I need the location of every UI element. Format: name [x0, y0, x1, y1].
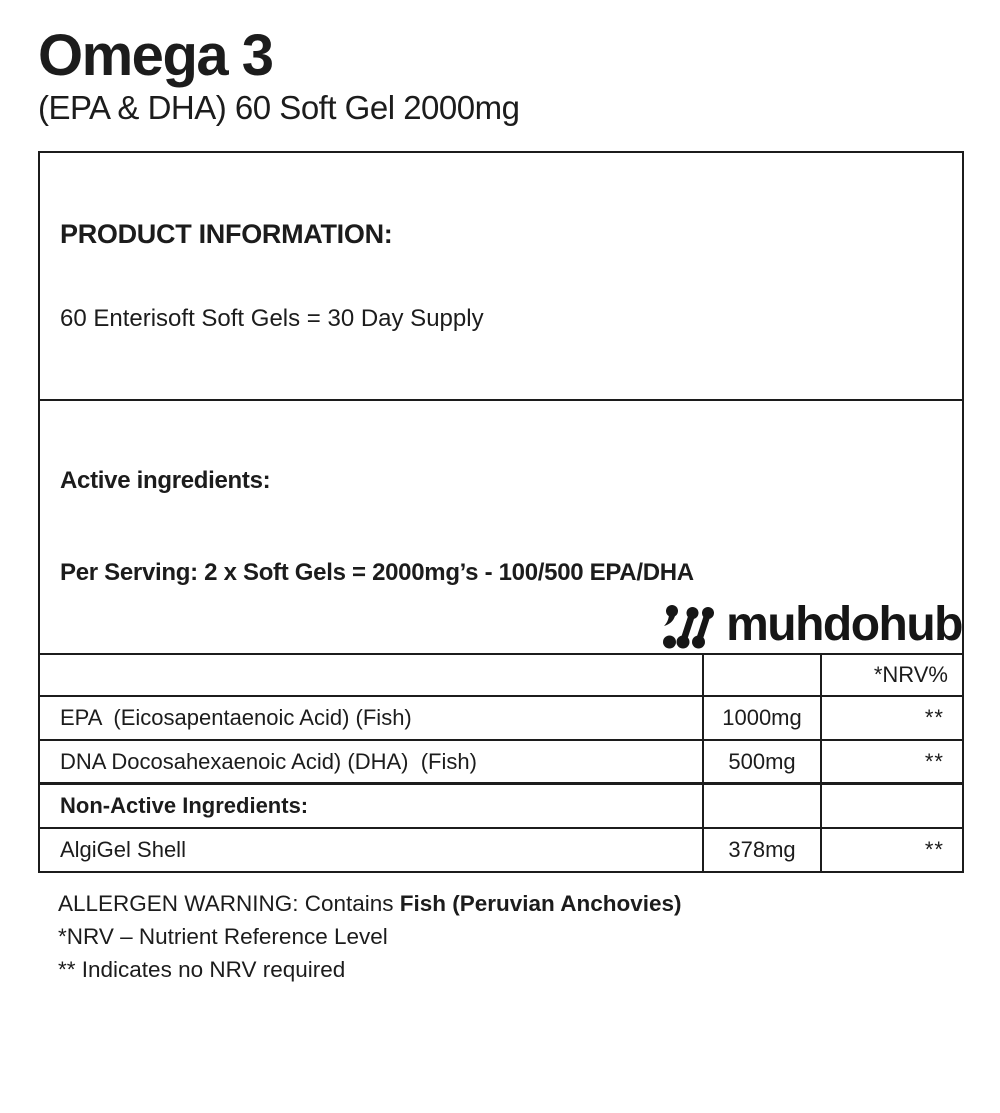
- ingredient-name: EPA (Eicosapentaenoic Acid) (Fish): [39, 696, 703, 740]
- product-information-heading: PRODUCT INFORMATION:: [60, 218, 393, 249]
- muhdohub-logo: [662, 597, 962, 652]
- table-row-algigel: [39, 828, 963, 872]
- non-active-ingredients-heading: Non-Active Ingredients:: [39, 784, 703, 828]
- active-ingredients-heading: Active ingredients:: [60, 466, 271, 494]
- muhdohub-logo-text: muhdohub: [726, 598, 962, 651]
- ingredient-name: DNA Docosahexaenoic Acid) (DHA) (Fish): [39, 740, 703, 784]
- page-subtitle: (EPA & DHA) 60 Soft Gel 2000mg: [38, 88, 520, 126]
- table-row-epa: [39, 696, 963, 740]
- product-information-detail: 60 Enterisoft Soft Gels = 30 Day Supply: [60, 304, 484, 332]
- table-row-product-information: [39, 152, 963, 400]
- muhdohub-molecule-icon: [662, 601, 714, 649]
- empty-cell: [39, 654, 703, 696]
- ingredient-nrv: **: [821, 828, 963, 872]
- ingredient-amount: 378mg: [703, 828, 821, 872]
- allergen-warning-prefix: ALLERGEN WARNING: Contains: [58, 890, 400, 916]
- ingredient-nrv: **: [821, 696, 963, 740]
- per-serving-detail: Per Serving: 2 x Soft Gels = 2000mg’s - 100/500 EPA/DHA: [60, 558, 694, 586]
- allergen-warning-bold: Fish (Peruvian Anchovies): [399, 890, 682, 916]
- table-row-dha: [39, 740, 963, 784]
- ingredient-amount: 1000mg: [703, 696, 821, 740]
- ingredient-name: AlgiGel Shell: [39, 828, 703, 872]
- empty-cell: [821, 784, 963, 828]
- page-title: Omega 3: [38, 23, 273, 88]
- empty-cell: [703, 654, 821, 696]
- table-row-nrv-header: [39, 654, 963, 696]
- table-row-non-active-heading: [39, 784, 963, 828]
- allergen-warning: [58, 887, 962, 920]
- product-information-table: [38, 151, 964, 873]
- nrv-column-header: *NRV%: [821, 654, 963, 696]
- ingredient-amount: 500mg: [703, 740, 821, 784]
- ingredient-nrv: **: [821, 740, 963, 784]
- footnotes: [58, 887, 962, 986]
- empty-cell: [703, 784, 821, 828]
- nrv-note: *NRV – Nutrient Reference Level: [58, 923, 388, 949]
- no-nrv-note: ** Indicates no NRV required: [58, 956, 346, 982]
